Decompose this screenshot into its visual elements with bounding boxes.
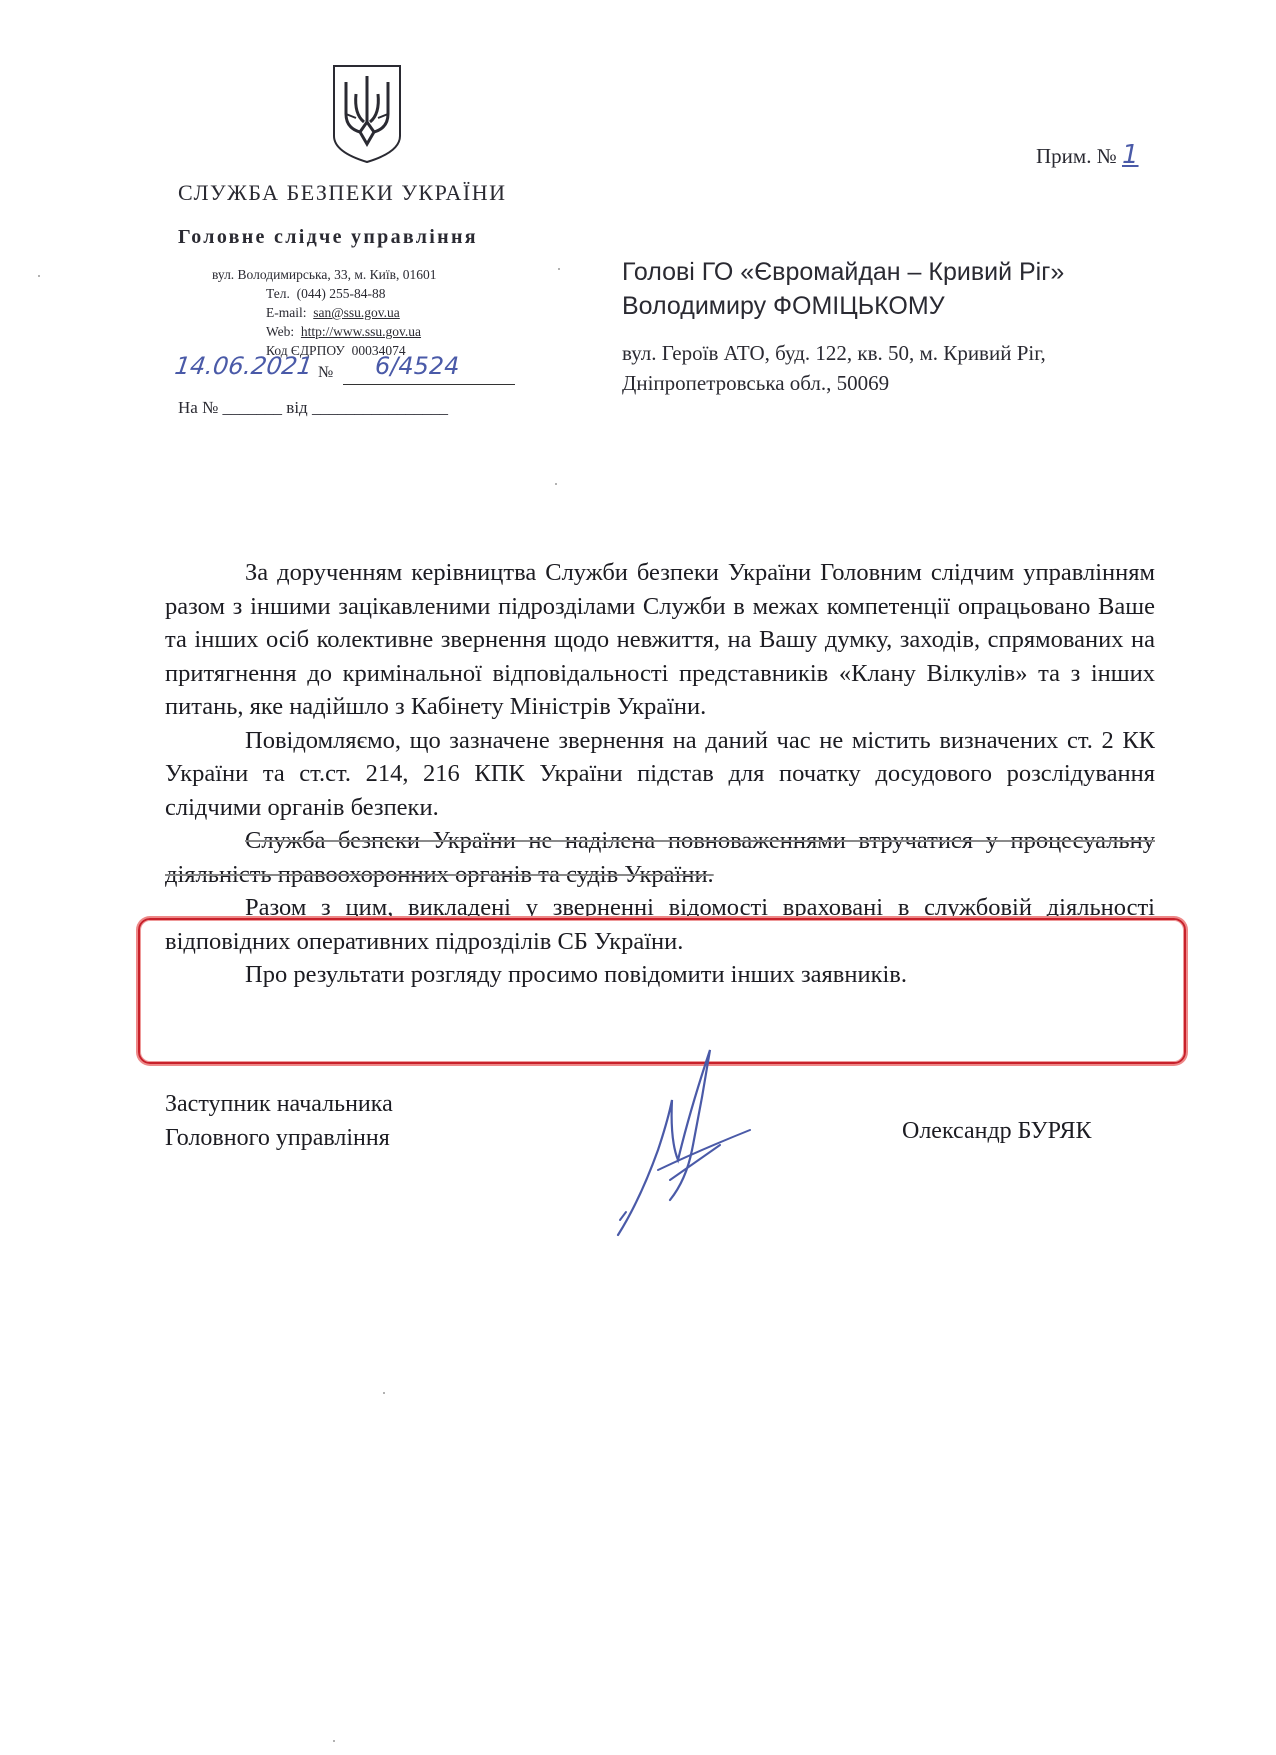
recipient-line-1: Голові ГО «Євромайдан – Кривий Ріг» bbox=[622, 258, 1065, 286]
body-paragraph-3: Служба безпеки України не наділена повноваженнями втручатися у процесуальну діяльність правоохоронних органів та судів України. bbox=[165, 827, 1155, 888]
signer-name: Олександр БУРЯК bbox=[902, 1118, 1092, 1144]
scan-speck bbox=[555, 483, 557, 485]
copy-marker-number: 1 bbox=[1121, 140, 1139, 170]
recipient-address-2: Дніпропетровська обл., 50069 bbox=[622, 371, 890, 395]
web-label: Web: bbox=[266, 324, 295, 339]
registration-date: 14.06.2021 bbox=[173, 352, 315, 380]
registration-line bbox=[175, 352, 515, 386]
letterhead-address: вул. Володимирська, 33, м. Київ, 01601 bbox=[212, 267, 437, 282]
scan-speck bbox=[383, 1392, 385, 1394]
trident-emblem bbox=[330, 62, 404, 164]
registration-number-label: № bbox=[318, 364, 334, 381]
phone-value: (044) 255-84-88 bbox=[296, 286, 386, 301]
reply-reference-line: На № _______ від ________________ bbox=[178, 398, 448, 417]
body-paragraph-1: За дорученням керівництва Служби безпеки України Головним слідчим управлінням разом з іншими зацікавленими підрозділами Служби в межах компетенції опрацьовано Ваше та інших осіб колективне звернення щодо невжиття, на Вашу думку, заходів, спрямованих на притягнення до кримінальної відповідальності представників «Клану Вілкулів» та з інших питань, яке надійшло з Кабінету Міністрів України. bbox=[165, 559, 1155, 720]
agency-name: СЛУЖБА БЕЗПЕКИ УКРАЇНИ bbox=[178, 180, 507, 205]
recipient-line-2: Володимиру ФОМІЦЬКОМУ bbox=[622, 292, 945, 320]
department-name: Головне слідче управління bbox=[178, 226, 478, 248]
code-label: Код ЄДРПОУ bbox=[266, 343, 345, 358]
body-paragraph-2: Повідомляємо, що зазначене звернення на даний час не містить визначених ст. 2 КК України та ст.ст. 214, 216 КПК України підстав для початку досудового розслідування слідчими органів безпеки. bbox=[165, 726, 1155, 821]
body-paragraph-5: Про результати розгляду просимо повідомити інших заявників. bbox=[245, 961, 907, 988]
scan-speck bbox=[558, 268, 560, 270]
letterhead-web bbox=[178, 322, 518, 341]
phone-label: Тел. bbox=[266, 286, 290, 301]
copy-marker bbox=[1036, 140, 1139, 170]
email-link[interactable]: san@ssu.gov.ua bbox=[313, 305, 400, 320]
signer-title bbox=[165, 1087, 393, 1155]
signer-title-2: Головного управління bbox=[165, 1125, 390, 1151]
email-label: E-mail: bbox=[266, 305, 307, 320]
recipient-address bbox=[622, 338, 1046, 398]
handwritten-signature bbox=[600, 1030, 800, 1240]
recipient-block bbox=[622, 255, 1064, 323]
registration-number: 6/4524 bbox=[375, 352, 460, 380]
scan-speck bbox=[333, 1740, 335, 1742]
letterhead-phone bbox=[178, 284, 518, 303]
letterhead-email bbox=[178, 303, 518, 322]
scan-speck bbox=[38, 275, 40, 277]
signer-title-1: Заступник начальника bbox=[165, 1091, 393, 1117]
recipient-address-1: вул. Героїв АТО, буд. 122, кв. 50, м. Кривий Ріг, bbox=[622, 341, 1046, 365]
copy-marker-label: Прим. № bbox=[1036, 144, 1117, 168]
code-value: 00034074 bbox=[351, 343, 406, 358]
body-paragraph-4: Разом з цим, викладені у зверненні відомості враховані в службовій діяльності відповідних оперативних підрозділів СБ України. bbox=[165, 894, 1155, 955]
web-link[interactable]: http://www.ssu.gov.ua bbox=[300, 324, 422, 339]
registration-underline bbox=[343, 384, 515, 385]
letterhead-contacts bbox=[178, 265, 518, 360]
